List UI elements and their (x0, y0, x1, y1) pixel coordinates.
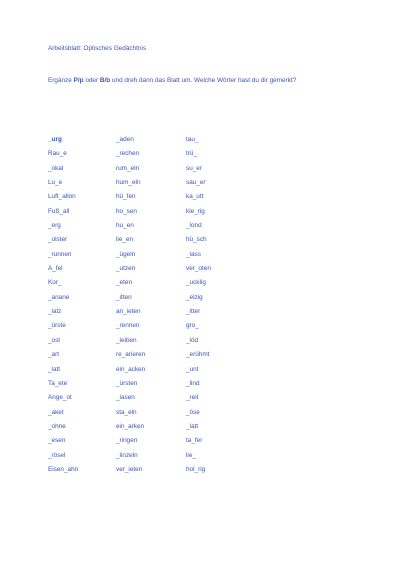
word-item (116, 394, 145, 408)
word-text: an_ieten (116, 308, 141, 316)
word-text: lie_ (186, 451, 196, 459)
word-text: _runnen (48, 250, 72, 258)
word-item (116, 165, 145, 179)
instruction-part-1: Ergänze (48, 77, 74, 84)
word-item (186, 322, 211, 336)
word-item (186, 251, 211, 265)
word-item (48, 279, 78, 293)
word-text: Kor_ (48, 279, 62, 287)
word-item (116, 452, 145, 466)
word-text: Fuß_all (48, 207, 70, 215)
word-text: ein_acken (116, 365, 146, 373)
word-text: _aket (48, 408, 64, 416)
word-item (48, 466, 78, 480)
word-item (116, 308, 145, 322)
word-item (48, 452, 78, 466)
word-item (186, 165, 211, 179)
word-text: _okal (48, 164, 64, 172)
word-text: Ta_ete (48, 379, 68, 387)
word-text: Luft_allon (48, 193, 76, 201)
word-text: Ange_ot (48, 394, 72, 402)
instruction-bold-p: P/p (73, 77, 84, 84)
word-text: _ucklig (186, 279, 206, 287)
word-item (186, 150, 211, 164)
word-item (48, 308, 78, 322)
word-text: _latz (48, 308, 62, 316)
word-text: _itten (116, 293, 132, 301)
word-text: kle_rig (186, 207, 205, 215)
word-text: tau_ (186, 136, 199, 143)
word-item (186, 380, 211, 394)
word-text: ho_sen (116, 207, 137, 215)
word-text: _ürste (48, 322, 66, 330)
word-item (186, 366, 211, 380)
word-text: _esen (48, 437, 66, 445)
word-item (116, 136, 145, 150)
word-item (116, 437, 145, 451)
word-item (186, 236, 211, 250)
word-item (48, 208, 78, 222)
word-item (116, 251, 145, 265)
word-text: _ringen (116, 437, 138, 445)
word-text: gro_ (186, 322, 199, 330)
word-item (186, 193, 211, 207)
word-text: _lasen (116, 394, 135, 402)
word-item (116, 466, 145, 480)
word-item (186, 423, 211, 437)
word-text: hü_fen (116, 193, 136, 201)
word-item (48, 351, 78, 365)
word-text: ta_fer (186, 437, 203, 445)
word-text: _lass (186, 250, 201, 258)
word-item (186, 437, 211, 451)
word-item (48, 394, 78, 408)
word-text: _olster (48, 236, 68, 244)
word-item (116, 337, 145, 351)
word-text: hol_rig (186, 465, 206, 473)
word-text: _ügeln (116, 250, 136, 258)
word-text: _linzeln (116, 451, 138, 459)
word-item (48, 150, 78, 164)
word-item (186, 265, 211, 279)
word-item (116, 265, 145, 279)
instruction-bold-b: B/b (99, 77, 111, 84)
instruction-part-2: oder (83, 77, 100, 84)
word-text: _art (48, 351, 60, 359)
word-item (116, 294, 145, 308)
word-item (48, 322, 78, 336)
word-text: _elzig (186, 293, 203, 301)
word-text: ka_utt (186, 193, 204, 201)
word-item (116, 423, 145, 437)
word-text: ein_arken (116, 422, 145, 430)
word-text: ver_oten (186, 265, 211, 273)
word-item (186, 208, 211, 222)
word-text: _leiben (116, 336, 137, 344)
word-item (116, 150, 145, 164)
word-item (116, 222, 145, 236)
word-text: hü_sch (186, 236, 207, 244)
word-item (186, 351, 211, 365)
word-item (48, 222, 78, 236)
word-column-1 (48, 136, 78, 480)
word-text: _eten (116, 279, 132, 287)
word-text: _reit (186, 394, 199, 402)
word-text: _öse (186, 408, 200, 416)
word-item (48, 136, 78, 150)
word-item (116, 208, 145, 222)
word-text: _utzen (116, 265, 136, 273)
word-item (186, 337, 211, 351)
word-text: _latt (186, 422, 199, 430)
word-text: _ost (48, 336, 61, 344)
word-text: _ohne (48, 422, 66, 430)
word-text: _anane (48, 293, 70, 301)
word-item (116, 179, 145, 193)
word-item (116, 409, 145, 423)
word-text: hu_en (116, 222, 134, 230)
word-item (186, 394, 211, 408)
word-item (48, 437, 78, 451)
word-item (48, 337, 78, 351)
word-item (48, 165, 78, 179)
word-item (116, 366, 145, 380)
word-item (48, 179, 78, 193)
word-text: trü_ (186, 150, 198, 158)
word-item (48, 423, 78, 437)
word-text: sau_er (186, 179, 206, 187)
word-item (186, 294, 211, 308)
word-text: Rau_e (48, 150, 67, 158)
word-text: re_arieren (116, 351, 146, 359)
word-item (48, 265, 78, 279)
word-item (186, 136, 211, 150)
word-item (186, 179, 211, 193)
word-item (116, 380, 145, 394)
word-text: _unt (186, 365, 199, 373)
word-text: _latt (48, 365, 61, 373)
word-text: _ürsten (116, 379, 138, 387)
word-text: su_er (186, 164, 202, 172)
word-item (116, 351, 145, 365)
word-text: _erg (48, 222, 61, 230)
word-text: lie_en (116, 236, 134, 244)
word-text: _itter (186, 308, 201, 316)
word-text: _rechen (116, 150, 140, 158)
word-text: Lu_e (48, 179, 63, 187)
word-text: _löd (186, 336, 199, 344)
word-text: Eisen_ahn (48, 465, 79, 473)
word-item (48, 193, 78, 207)
word-text: _rennen (116, 322, 140, 330)
word-item (48, 294, 78, 308)
word-item (48, 409, 78, 423)
instruction-text (48, 77, 296, 85)
word-item (186, 452, 211, 466)
word-item (186, 279, 211, 293)
word-item (48, 380, 78, 394)
word-text: rum_eln (116, 164, 140, 172)
word-text: _lind (186, 379, 200, 387)
worksheet-title: Arbeitsblatt: Optisches Gedächtnis (48, 45, 147, 52)
word-item (48, 236, 78, 250)
word-text: _rösel (48, 451, 66, 459)
word-text: A_fel (48, 265, 63, 273)
word-text: _aden (116, 136, 134, 143)
word-text: ver_ieten (116, 465, 143, 473)
word-item (186, 308, 211, 322)
word-item (116, 279, 145, 293)
word-item (186, 222, 211, 236)
word-item (116, 322, 145, 336)
word-text: hum_eln (116, 179, 141, 187)
word-text: _erühmt (186, 351, 210, 359)
word-item (186, 466, 211, 480)
word-item (48, 366, 78, 380)
word-item (48, 251, 78, 265)
instruction-part-3: und dreh dann das Blatt um. Welche Wörter hast du dir gemerkt? (110, 77, 297, 84)
word-text: sta_eln (116, 408, 137, 416)
word-item (116, 193, 145, 207)
word-column-2 (116, 136, 145, 480)
word-item (186, 409, 211, 423)
word-column-3 (186, 136, 211, 480)
word-text: _lond (186, 222, 202, 230)
word-item (116, 236, 145, 250)
word-text: _urg (48, 136, 62, 143)
